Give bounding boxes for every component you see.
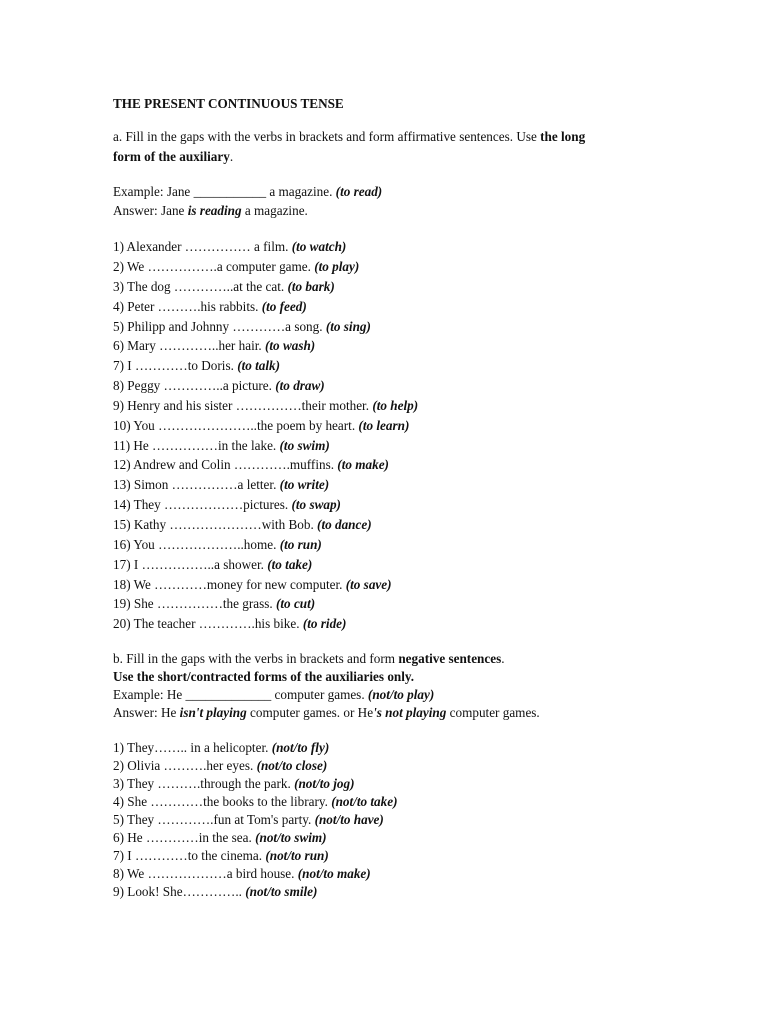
instruction-bold-text: the long [540, 129, 586, 144]
exercise-text: 18) We …………money for new computer. [113, 576, 346, 592]
answer-bold: isn't playing [179, 705, 247, 721]
instruction-text: a. Fill in the gaps with the verbs in brackets and form affirmative sentences. Use [113, 129, 541, 144]
exercise-item [113, 436, 673, 456]
exercise-hint: (to swap) [291, 497, 341, 513]
exercise-item [113, 515, 673, 535]
exercise-text: 16) You ………………..home. [113, 536, 280, 552]
exercise-hint: (to run) [279, 536, 322, 552]
exercise-text: 4) Peter ……….his rabbits. [113, 298, 262, 314]
section-a-instruction-line2 [113, 147, 673, 167]
exercise-item [113, 317, 673, 337]
example-text: a magazine. [266, 183, 336, 199]
exercise-hint: (not/to smile) [245, 884, 318, 900]
section-a-instruction [113, 127, 673, 147]
exercise-item [113, 396, 673, 416]
exercise-hint: (to take) [267, 556, 313, 572]
section-b [113, 650, 673, 901]
section-a [113, 127, 673, 634]
exercise-hint: (to cut) [276, 596, 316, 612]
exercise-item [113, 614, 673, 634]
exercise-hint: (to make) [337, 457, 389, 473]
exercise-item [113, 883, 673, 901]
exercise-text: 9) Henry and his sister ……………their mother. [113, 397, 373, 413]
exercise-hint: (not/to fly) [271, 740, 330, 756]
exercise-text: 8) Peggy …………..a picture. [113, 378, 276, 394]
section-b-list [113, 739, 673, 901]
worksheet [113, 94, 673, 901]
exercise-hint: (to wash) [265, 338, 316, 354]
exercise-hint: (not/to jog) [294, 776, 355, 792]
exercise-text: 1) Alexander …………… a film. [113, 239, 292, 255]
exercise-text: 19) She ……………the grass. [113, 596, 276, 612]
exercise-text: 3) The dog …………..at the cat. [113, 278, 288, 294]
answer-text: computer games. or He [246, 705, 374, 721]
exercise-text: 12) Andrew and Colin ………….muffins. [113, 457, 338, 473]
instruction-bold-text: form of the auxiliary [113, 148, 230, 164]
exercise-hint: (not/to make) [297, 866, 371, 882]
exercise-item [113, 257, 673, 277]
exercise-item [113, 847, 673, 865]
exercise-item [113, 356, 673, 376]
exercise-hint: (to dance) [317, 517, 372, 532]
exercise-text: 20) The teacher ………….his bike. [113, 616, 303, 632]
answer-text: a magazine. [241, 203, 308, 219]
exercise-hint: (to watch) [291, 239, 347, 255]
answer-bold: is reading [187, 203, 242, 219]
section-b-instruction [113, 650, 673, 668]
exercise-item [113, 475, 673, 495]
example-text: computer games. [271, 687, 368, 703]
instruction-text: . [501, 651, 505, 667]
section-b-instruction-line2: Use the short/contracted forms of the auxiliaries only. [113, 669, 415, 685]
exercise-item [113, 775, 673, 793]
exercise-item [113, 757, 673, 775]
section-a-answer [113, 201, 673, 221]
instruction-bold-text: negative sentences [398, 651, 502, 667]
answer-label: Answer: He [113, 705, 180, 721]
exercise-text: 14) They ………………pictures. [113, 497, 292, 513]
instruction-text: . [229, 148, 234, 164]
exercise-hint: (to draw) [275, 378, 325, 394]
exercise-item [113, 535, 673, 555]
exercise-hint: (to sing) [325, 318, 371, 334]
exercise-hint: (not/to take) [331, 794, 398, 810]
exercise-item [113, 739, 673, 757]
exercise-text: 11) He ……………in the lake. [113, 437, 280, 453]
exercise-item [113, 416, 673, 436]
page-title: THE PRESENT CONTINUOUS TENSE [113, 96, 344, 111]
section-a-example [113, 182, 673, 202]
example-label: Example: Jane [113, 183, 194, 199]
exercise-item [113, 495, 673, 515]
exercise-text: 7) I …………to the cinema. [113, 848, 266, 864]
exercise-text: 5) Philipp and Johnny …………a song. [113, 318, 326, 334]
exercise-hint: (to save) [345, 576, 392, 592]
exercise-text: 8) We ………………a bird house. [113, 866, 298, 882]
example-blank: ___________ [193, 183, 267, 199]
exercise-item [113, 575, 673, 595]
exercise-hint: (not/to swim) [255, 830, 327, 846]
exercise-item [113, 865, 673, 883]
exercise-hint: (to ride) [302, 616, 347, 632]
exercise-hint: (to feed) [261, 298, 307, 314]
exercise-item [113, 829, 673, 847]
exercise-hint: (to learn) [358, 417, 410, 433]
exercise-text: 4) She …………the books to the library. [113, 794, 332, 810]
exercise-hint: (to bark) [287, 278, 335, 294]
exercise-text: 7) I …………to Doris. [113, 358, 238, 374]
exercise-hint: (to play) [314, 259, 360, 275]
exercise-text: 15) Kathy …………………with Bob. [113, 517, 318, 532]
exercise-item [113, 297, 673, 317]
exercise-text: 6) He …………in the sea. [113, 830, 256, 846]
exercise-hint: (not/to close) [256, 758, 328, 774]
exercise-item [113, 237, 673, 257]
exercise-text: 1) They…….. in a helicopter. [113, 740, 272, 756]
exercise-hint: (to help) [372, 397, 419, 413]
exercise-text: 5) They ………….fun at Tom's party. [113, 812, 315, 828]
exercise-text: 17) I ……………..a shower. [113, 556, 268, 572]
exercise-text: 2) Olivia ……….her eyes. [113, 758, 257, 774]
section-a-list [113, 237, 673, 634]
exercise-hint: (not/to run) [265, 848, 329, 864]
instruction-text: b. Fill in the gaps with the verbs in brackets and form [113, 651, 399, 667]
exercise-item [113, 376, 673, 396]
example-hint: (not/to play) [367, 687, 435, 703]
exercise-hint: (to write) [279, 477, 330, 493]
exercise-item [113, 277, 673, 297]
example-hint: (to read) [335, 183, 383, 199]
answer-label: Answer: Jane [113, 203, 188, 219]
exercise-text: 2) We …………….a computer game. [113, 259, 315, 275]
example-blank: _____________ [185, 687, 272, 703]
exercise-item [113, 594, 673, 614]
exercise-item [113, 455, 673, 475]
exercise-text: 10) You …………………..the poem by heart. [113, 417, 359, 433]
exercise-text: 3) They ……….through the park. [113, 776, 295, 792]
exercise-hint: (to swim) [279, 437, 330, 453]
section-b-example [113, 686, 673, 704]
exercise-text: 9) Look! She………….. [113, 884, 246, 900]
answer-text: computer games. [446, 705, 540, 721]
exercise-text: 13) Simon ……………a letter. [113, 477, 280, 493]
exercise-item [113, 793, 673, 811]
section-b-answer [113, 704, 673, 722]
answer-bold: 's not playing [373, 705, 447, 721]
exercise-hint: (not/to have) [314, 812, 384, 828]
example-label: Example: He [113, 687, 186, 703]
exercise-item [113, 811, 673, 829]
exercise-hint: (to talk) [237, 358, 281, 374]
exercise-item [113, 555, 673, 575]
exercise-text: 6) Mary …………..her hair. [113, 338, 265, 354]
exercise-item [113, 336, 673, 356]
